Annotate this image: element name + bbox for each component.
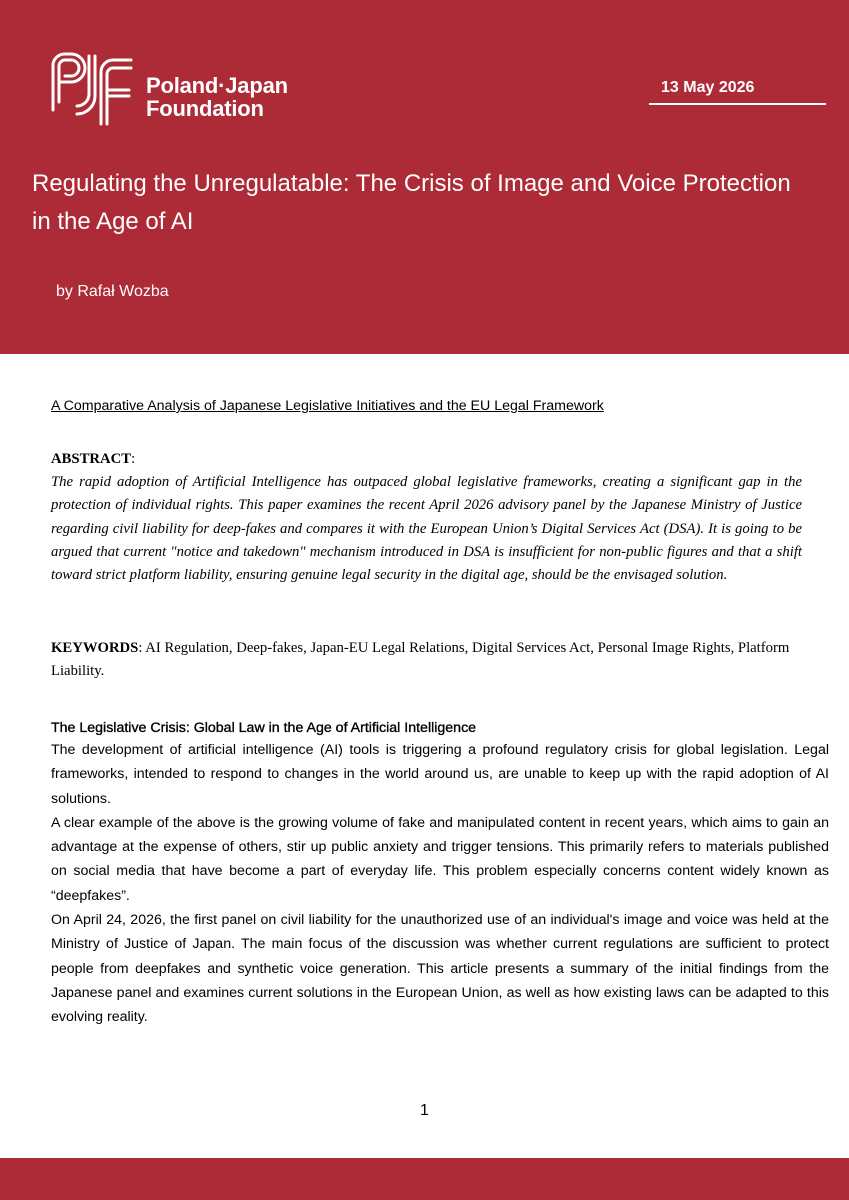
footer-band bbox=[0, 1158, 849, 1200]
keywords bbox=[51, 637, 807, 683]
abstract-label: ABSTRACT bbox=[51, 451, 131, 467]
header-banner bbox=[0, 0, 849, 354]
abstract-text: The rapid adoption of Artificial Intelligence has outpaced global legislative frameworks, creating a significant gap in the protection of individual rights. This paper examines the recent April 2026 advisory panel by the Japanese Ministry of Justice regarding civil liability for deep-fakes and compares it with the European Union’s Digital Services Act (DSA). It is going to be argued that current "notice and takedown" mechanism introduced in DSA is insufficient for non-public figures and that a shift toward strict platform liability, ensuring genuine legal security in the digital age, should be the envisaged solution. bbox=[51, 474, 802, 584]
publication-date: 13 May 2026 bbox=[661, 79, 755, 96]
abstract bbox=[51, 448, 802, 587]
section-heading: The Legislative Crisis: Global Law in the Age of Artificial Intelligence bbox=[51, 720, 477, 736]
document-subtitle: A Comparative Analysis of Japanese Legislative Initiatives and the EU Legal Framework bbox=[51, 398, 604, 414]
body-paragraph: On April 24, 2026, the first panel on civil liability for the unauthorized use of an individual's image and voice was held at the Ministry of Justice of Japan. The main focus of the discussion was whether current regulations are sufficient to protect people from deepfakes and synthetic voice generation. This article presents a summary of the initial findings from the Japanese panel and examines current solutions in the European Union, as well as how existing laws can be adapted to this evolving reality. bbox=[51, 912, 829, 1026]
date-underline bbox=[649, 103, 826, 105]
abstract-colon: : bbox=[131, 451, 136, 467]
document-title: Regulating the Unregulatable: The Crisis of Image and Voice Protection in the Age of AI bbox=[32, 170, 791, 235]
body-paragraph: The development of artificial intelligence (AI) tools is triggering a profound regulatory crisis for global legislation. Legal frameworks, intended to respond to changes in the world around us, are unable to keep up with the rapid adoption of AI solutions. bbox=[51, 742, 829, 807]
keywords-label: KEYWORDS bbox=[51, 640, 139, 656]
keywords-text: : AI Regulation, Deep-fakes, Japan-EU Legal Relations, Digital Services Act, Personal Image Rights, Platform Liability. bbox=[51, 640, 790, 680]
brand-name bbox=[146, 74, 288, 120]
body-paragraph: A clear example of the above is the growing volume of fake and manipulated content in recent years, which aims to gain an advantage at the expense of others, stir up public anxiety and trigger tensions. This primarily refers to materials published on social media that have become a part of everyday life. This problem especially concerns content widely known as “deepfakes”. bbox=[51, 814, 829, 904]
pjf-logo-icon bbox=[47, 50, 137, 128]
brand-line-1: Poland·Japan bbox=[146, 73, 288, 98]
brand-line-2: Foundation bbox=[146, 96, 264, 121]
page-number: 1 bbox=[420, 1102, 429, 1119]
author-byline: by Rafał Wozba bbox=[56, 283, 169, 300]
body-section bbox=[51, 718, 829, 1030]
